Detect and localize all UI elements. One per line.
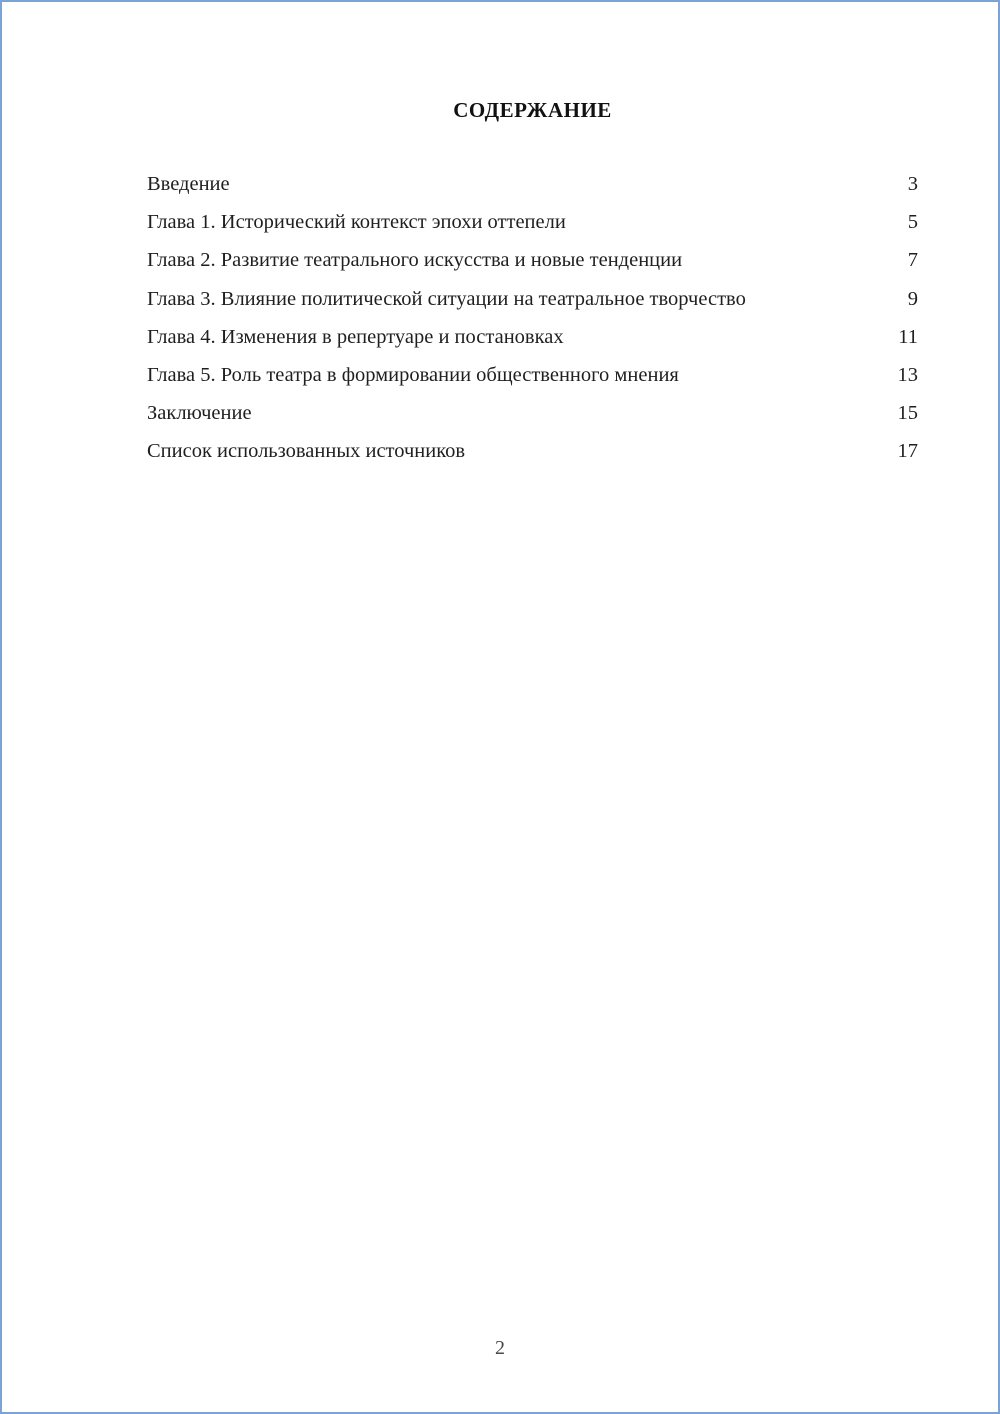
toc-entry (147, 286, 918, 314)
toc-entry-label: Глава 3. Влияние политической ситуации на театральное творчество (147, 287, 746, 310)
toc-entry-page: 7 (907, 249, 918, 272)
toc-entry-page: 3 (907, 173, 918, 195)
toc-entry (147, 247, 918, 275)
toc-entry-page: 11 (898, 325, 918, 348)
toc-entry (147, 362, 918, 390)
page-title: СОДЕРЖАНИЕ (453, 98, 612, 122)
toc-entry-label: Глава 1. Исторический контекст эпохи оттепели (147, 211, 566, 234)
toc-entry-label: Глава 4. Изменения в репертуаре и постановках (147, 325, 564, 348)
page-content (2, 2, 998, 466)
toc-entry-page: 17 (897, 440, 918, 463)
toc-entry-label: Введение (147, 173, 230, 195)
toc-entry-label: Заключение (147, 402, 252, 425)
toc-entry-page: 13 (897, 363, 918, 386)
table-of-contents (147, 171, 918, 466)
toc-entry-label: Глава 5. Роль театра в формировании общественного мнения (147, 363, 679, 386)
toc-entry (147, 171, 918, 199)
toc-entry (147, 324, 918, 352)
toc-entry (147, 209, 918, 237)
toc-entry-label: Список использованных источников (147, 440, 466, 463)
toc-entry-label: Глава 2. Развитие театрального искусства и новые тенденции (147, 249, 683, 272)
toc-entry (147, 400, 918, 428)
toc-entry-page: 5 (907, 211, 918, 234)
toc-entry (147, 438, 918, 466)
toc-entry-page: 15 (897, 402, 918, 425)
toc-entry-page: 9 (907, 287, 918, 310)
page-number: 2 (495, 1337, 505, 1359)
